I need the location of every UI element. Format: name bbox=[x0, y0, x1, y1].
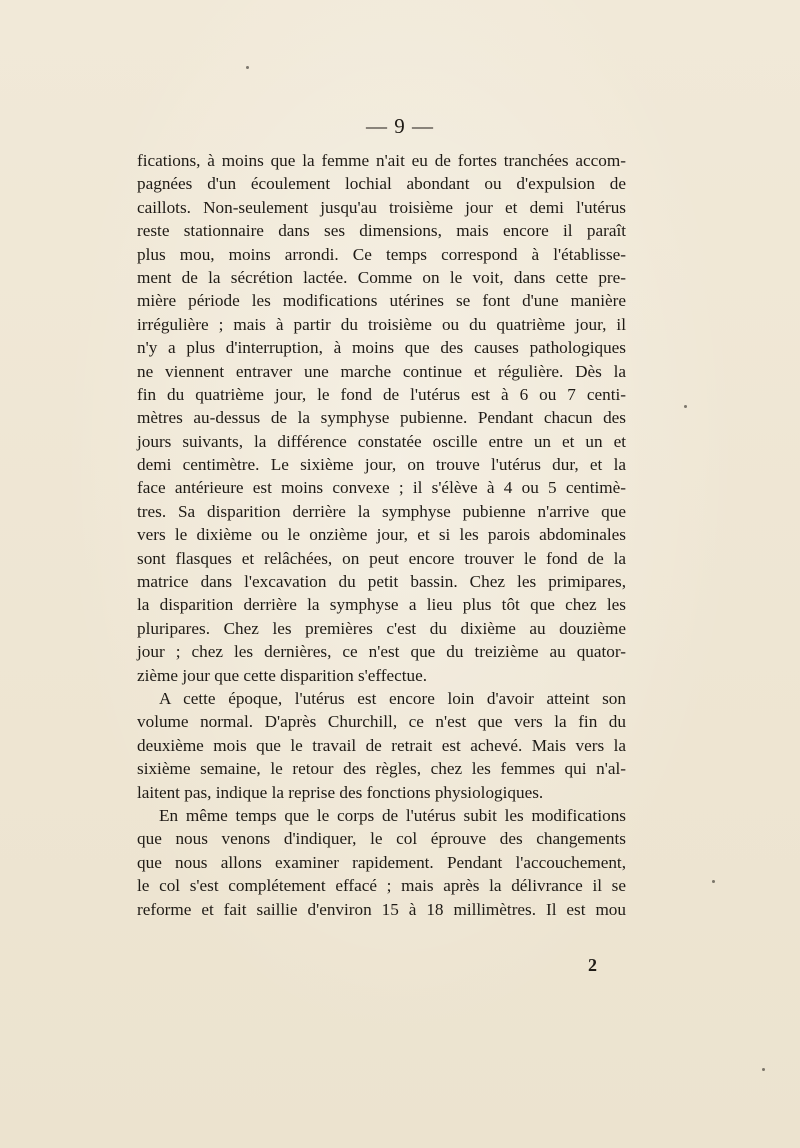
ink-speck bbox=[762, 1068, 765, 1071]
text-line: tres. Sa disparition derrière la symphyse pubienne n'arrive que bbox=[137, 501, 626, 521]
text-line: la disparition derrière la symphyse a lieu plus tôt que chez les bbox=[137, 595, 626, 615]
text-line: n'y a plus d'interruption, à moins que des causes pathologiques bbox=[137, 338, 626, 358]
text-line: pluripares. Chez les premières c'est du dixième au douzième bbox=[137, 618, 626, 638]
text-line: fications, à moins que la femme n'ait eu de fortes tranchées accom- bbox=[137, 151, 626, 170]
text-line: laitent pas, indique la reprise des fonctions physiologiques. bbox=[137, 782, 544, 802]
text-line: face antérieure est moins convexe ; il s'élève à 4 ou 5 centimè- bbox=[137, 478, 626, 498]
text-line: deuxième mois que le travail de retrait est achevé. Mais vers la bbox=[137, 735, 626, 755]
text-line: En même temps que le corps de l'utérus subit les modifications bbox=[159, 805, 626, 825]
ink-speck bbox=[684, 405, 687, 408]
text-line: sixième semaine, le retour des règles, chez les femmes qui n'al- bbox=[137, 759, 626, 779]
signature-mark: 2 bbox=[588, 955, 597, 975]
page-number: — 9 — bbox=[366, 114, 434, 138]
text-line: pagnées d'un écoulement lochial abondant ou d'expulsion de bbox=[137, 174, 626, 194]
text-line: vers le dixième ou le onzième jour, et si les parois abdominales bbox=[137, 525, 626, 545]
text-line: caillots. Non-seulement jusqu'au troisième jour et demi l'utérus bbox=[137, 197, 626, 217]
text-line: A cette époque, l'utérus est encore loin d'avoir atteint son bbox=[159, 688, 626, 708]
text-line: fin du quatrième jour, le fond de l'utérus est à 6 ou 7 centi- bbox=[137, 384, 626, 404]
text-line: demi centimètre. Le sixième jour, on trouve l'utérus dur, et la bbox=[137, 455, 626, 475]
text-line: jour ; chez les dernières, ce n'est que du treizième au quator- bbox=[137, 642, 626, 662]
text-line: mètres au-dessus de la symphyse pubienne. Pendant chacun des bbox=[137, 408, 626, 428]
text-line: volume normal. D'après Churchill, ce n'est que vers la fin du bbox=[137, 712, 626, 732]
body-text bbox=[137, 149, 626, 921]
text-line: ne viennent entraver une marche continue et régulière. Dès la bbox=[137, 361, 626, 381]
text-line: que nous venons d'indiquer, le col éprouve des changements bbox=[137, 829, 626, 849]
text-line: reforme et fait saillie d'environ 15 à 18 millimètres. Il est mou bbox=[137, 899, 626, 919]
text-line: le col s'est complétement effacé ; mais après la délivrance il se bbox=[137, 876, 626, 896]
ink-speck bbox=[712, 880, 715, 883]
text-line: irrégulière ; mais à partir du troisième ou du quatrième jour, il bbox=[137, 314, 626, 334]
text-line: mière période les modifications utérines se font d'une manière bbox=[137, 291, 626, 311]
text-line: que nous allons examiner rapidement. Pendant l'accouchement, bbox=[137, 852, 626, 872]
text-line: reste stationnaire dans ses dimensions, mais encore il paraît bbox=[137, 221, 626, 241]
text-line: ment de la sécrétion lactée. Comme on le voit, dans cette pre- bbox=[137, 267, 626, 287]
ink-speck bbox=[246, 66, 249, 69]
text-line: jours suivants, la différence constatée oscille entre un et un et bbox=[137, 431, 626, 451]
text-line: sont flasques et relâchées, on peut encore trouver le fond de la bbox=[137, 548, 626, 568]
text-line: matrice dans l'excavation du petit bassin. Chez les primipares, bbox=[137, 572, 626, 592]
text-line: plus mou, moins arrondi. Ce temps correspond à l'établisse- bbox=[137, 244, 626, 264]
text-line: zième jour que cette disparition s'effectue. bbox=[137, 665, 428, 685]
